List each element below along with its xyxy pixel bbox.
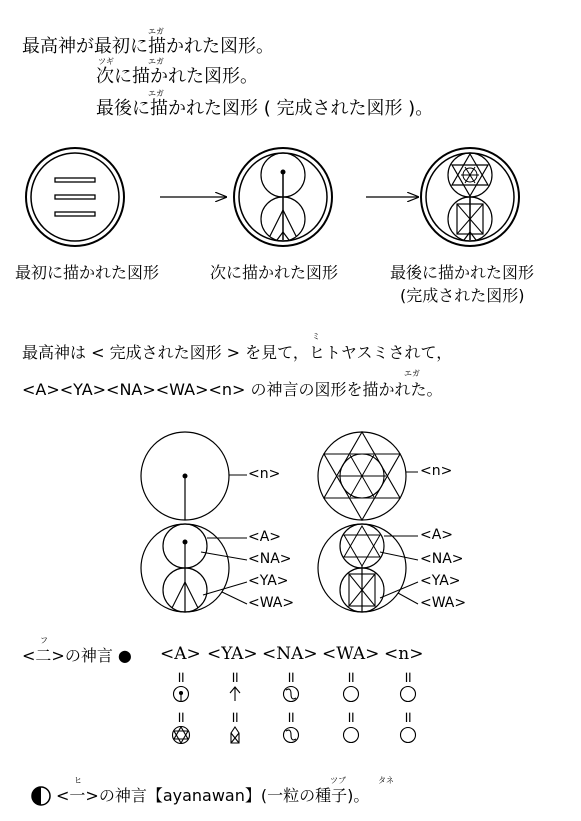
eq-5b: ॥ <box>403 708 412 726</box>
seq-ya: <YA> <box>207 644 258 664</box>
intro-line-1: 最高神が最初に描かれた図形。 <box>22 36 274 57</box>
label-right-ya: <YA> <box>420 573 461 589</box>
ruby-ega-2: エガ <box>148 57 164 66</box>
intro-line-3: 最後に描かれた図形 ( 完成された図形 )。 <box>96 98 434 119</box>
ruby-hi: ヒ <box>74 776 82 785</box>
ruby-ega-3: エガ <box>148 89 164 98</box>
caption-second: 次に描かれた図形 <box>210 263 339 282</box>
ruby-ega-4: エガ <box>404 369 420 378</box>
label-left-n: <n> <box>248 466 281 482</box>
leader-lines-right <box>380 472 418 604</box>
caption-last-sub: (完成された図形) <box>400 286 525 305</box>
label-right-n: <n> <box>420 463 453 479</box>
para-line-2: <A><YA><NA><WA><n> の神言の図形を描かれた。 <box>22 380 443 399</box>
label-right-a: <A> <box>420 527 454 543</box>
label-left-na: <NA> <box>248 551 292 567</box>
eq-2b: ॥ <box>230 708 239 726</box>
seq-wa: <WA> <box>322 644 380 664</box>
label-right-wa: <WA> <box>420 595 467 611</box>
hito-line: <一>の神言【ayanawan】(一粒の種子)。 <box>56 786 370 805</box>
seq-na: <NA> <box>262 644 318 664</box>
label-left-a: <A> <box>248 529 282 545</box>
symbol-row-2 <box>173 727 416 744</box>
intro-line-2: 次に描かれた図形。 <box>96 66 258 87</box>
caption-first: 最初に描かれた図形 <box>15 263 160 282</box>
eq-3b: ॥ <box>286 708 295 726</box>
symbol-row-1 <box>174 687 416 702</box>
eq-1a: ॥ <box>176 668 185 686</box>
eq-5a: ॥ <box>403 668 412 686</box>
ruby-tane: タネ <box>378 776 394 785</box>
seq-a: <A> <box>160 644 201 664</box>
eq-1b: ॥ <box>176 708 185 726</box>
diagram-left <box>141 432 229 612</box>
seq-n: <n> <box>384 644 424 664</box>
ruby-mi: ミ <box>312 332 320 341</box>
eq-4b: ॥ <box>346 708 355 726</box>
label-left-wa: <WA> <box>248 595 295 611</box>
caption-last: 最後に描かれた図形 <box>390 263 535 282</box>
eq-4a: ॥ <box>346 668 355 686</box>
ruby-ega-1: エガ <box>148 27 164 36</box>
half-moon-icon <box>32 787 50 805</box>
ruby-tsugi: ツギ <box>98 57 114 66</box>
futa-prefix: <二>の神言 ● <box>22 646 132 665</box>
ruby-tsubu: ツブ <box>330 776 346 785</box>
label-right-na: <NA> <box>420 551 464 567</box>
eq-2a: ॥ <box>230 668 239 686</box>
eq-3a: ॥ <box>286 668 295 686</box>
stage-first-figure <box>26 148 124 246</box>
ruby-fu: フ <box>40 636 48 645</box>
diagram-right <box>318 432 406 612</box>
stage-last-figure <box>421 148 519 246</box>
stage-second-figure <box>234 148 332 246</box>
leader-lines-left <box>201 475 247 604</box>
para-line-1: 最高神は < 完成された図形 > を見て，ヒトヤスミされて， <box>22 343 453 362</box>
label-left-ya: <YA> <box>248 573 289 589</box>
